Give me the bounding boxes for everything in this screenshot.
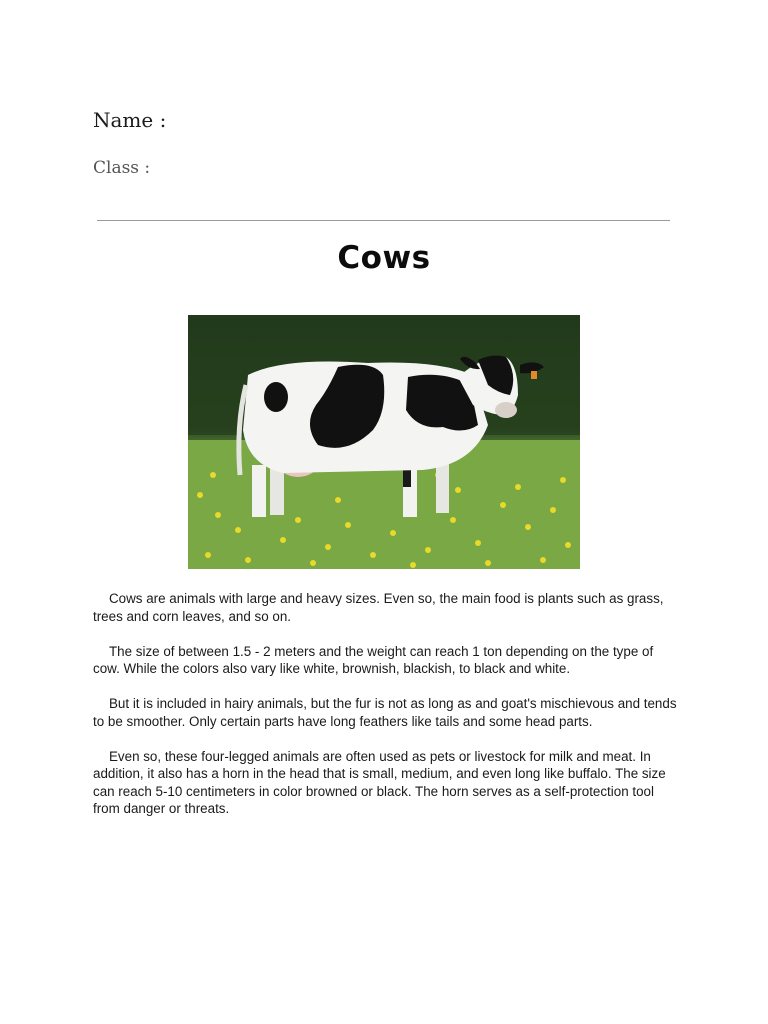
paragraph: The size of between 1.5 - 2 meters and the weight can reach 1 ton depending on the type of cow. While the colors also vary like white, brownish, blackish, to black and white. <box>93 643 654 676</box>
cow-photo <box>188 315 580 569</box>
paragraph: But it is included in hairy animals, but the fur is not as long as and goat's mischievous and tends to be smoother. Only certain parts have long feathers like tails and some head parts. <box>93 696 677 729</box>
name-label: Name : <box>93 108 167 132</box>
divider <box>97 220 670 221</box>
paragraph: Even so, these four-legged animals are often used as pets or livestock for milk and meat. In addition, it also has a horn in the head that is small, medium, and even long like buffalo. The size can reach 5-10 centimeters in color browned or black. The horn serves as a self-protection tool from danger or threats. <box>93 748 666 816</box>
body-text <box>93 590 678 835</box>
paragraph: Cows are animals with large and heavy sizes. Even so, the main food is plants such as grass, trees and corn leaves, and so on. <box>93 591 664 624</box>
class-label: Class : <box>93 158 151 178</box>
page-title: Cows <box>337 240 431 276</box>
